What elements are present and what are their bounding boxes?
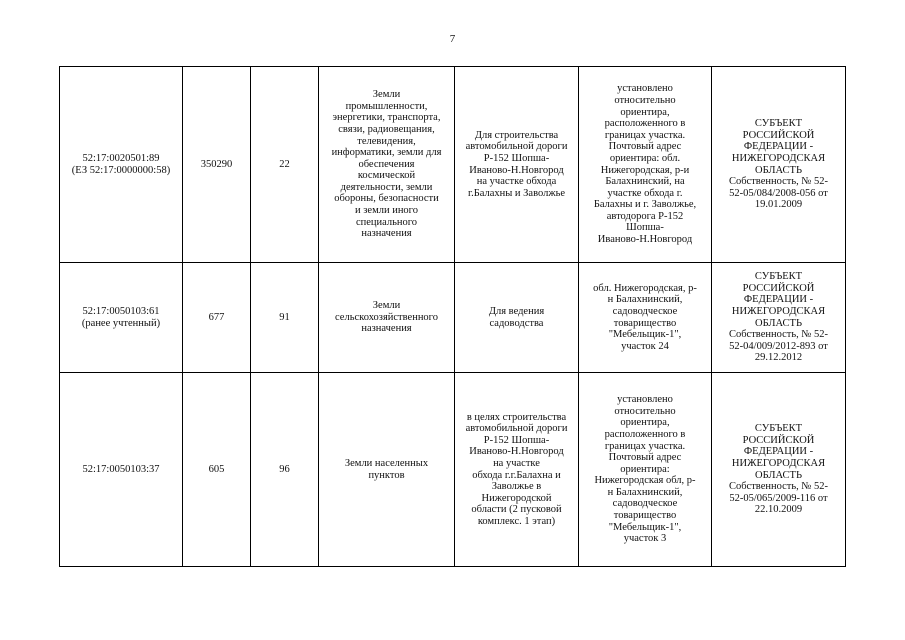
address-cell <box>579 67 712 263</box>
address-line: участок 3 <box>623 533 667 545</box>
owner-line: ФЕДЕРАЦИИ - <box>743 294 814 306</box>
address-line: автодорога Р-152 <box>606 210 684 222</box>
land-category-line: и земли иного <box>355 205 418 217</box>
permitted-use-line: г.Балахны и Заволжье <box>467 187 566 199</box>
owner-line: СУБЪЕКТ <box>754 271 803 283</box>
permitted-use-line: автомобильной дороги <box>465 423 568 435</box>
owner-cell <box>712 263 846 373</box>
right-registration-line: 52-05/065/2009-116 от <box>729 492 828 504</box>
permitted-use-line: Для строительства <box>474 129 559 141</box>
permitted-use-line: Иваново-Н.Новгород <box>469 164 564 176</box>
owner-line: НИЖЕГОРОДСКАЯ <box>731 457 826 469</box>
cadastral-number-cell <box>60 263 183 373</box>
cadastral-number: 52:17:0050103:61 <box>82 305 160 317</box>
address-line: н Балахнинский, <box>607 294 683 306</box>
permitted-use-line: комплекс. 1 этап) <box>477 515 556 527</box>
land-category-line: Земли <box>372 89 401 101</box>
cadastral-number-cell <box>60 67 183 263</box>
owner-line: РОССИЙСКОЙ <box>742 434 815 446</box>
permitted-use-line: на участке <box>493 457 540 469</box>
address-line: ориентира, <box>620 106 670 118</box>
owner-line: ФЕДЕРАЦИИ - <box>743 141 814 153</box>
owner-line: РОССИЙСКОЙ <box>742 129 815 141</box>
land-category-line: обеспечения <box>358 158 415 170</box>
permitted-use-cell <box>455 67 579 263</box>
permitted-use-line: в целях строительства <box>466 411 567 423</box>
address-line: участке обхода г. <box>607 187 683 199</box>
land-category-line: назначения <box>361 323 412 335</box>
land-category-line: информатики, земли для <box>331 147 442 159</box>
owner-line: НИЖЕГОРОДСКАЯ <box>731 305 826 317</box>
address-line: "Мебельщик-1", <box>608 521 682 533</box>
permitted-use-line: Р-152 Шопша- <box>483 434 550 446</box>
address-line: Почтовый адрес <box>608 452 682 464</box>
address-line: Иваново-Н.Новгород <box>597 234 693 246</box>
address-line: границах участка. <box>604 440 686 452</box>
owner-line: ФЕДЕРАЦИИ - <box>743 446 814 458</box>
table-row <box>60 373 846 567</box>
table-row <box>60 263 846 373</box>
permitted-use-line: Иваново-Н.Новгород <box>469 446 564 458</box>
owner-line: НИЖЕГОРОДСКАЯ <box>731 152 826 164</box>
page-number: 7 <box>449 33 456 45</box>
owner-line: ОБЛАСТЬ <box>755 469 802 481</box>
cadastral-number: 52:17:0020501:89 <box>82 152 160 164</box>
permitted-use-line: Нижегородской <box>481 492 552 504</box>
address-line: расположенного в <box>604 118 686 130</box>
cadastral-number-cell <box>60 373 183 567</box>
permitted-use-line: Р-152 Шопша- <box>483 152 550 164</box>
owner-line: ОБЛАСТЬ <box>755 164 802 176</box>
address-line: границах участка. <box>604 129 686 141</box>
cadastral-note: (ранее учтенный) <box>81 317 161 329</box>
owner-line: РОССИЙСКОЙ <box>742 282 815 294</box>
number-cell: 96 <box>251 373 319 567</box>
area-cell: 350290 <box>183 67 251 263</box>
owner-line: СУБЪЕКТ <box>754 118 803 130</box>
address-line: "Мебельщик-1", <box>608 329 682 341</box>
address-line: установлено <box>617 83 673 95</box>
right-registration-line: 52-05/084/2008-056 от <box>729 187 828 199</box>
address-line: участок 24 <box>621 340 669 352</box>
land-category-line: энергетики, транспорта, <box>332 112 441 124</box>
land-category-line: Земли населенных <box>344 457 429 469</box>
land-registry-table <box>59 66 846 567</box>
permitted-use-cell <box>455 373 579 567</box>
right-registration-line: 22.10.2009 <box>754 504 803 516</box>
cadastral-note: (ЕЗ 52:17:0000000:58) <box>71 164 171 176</box>
land-category-line: сельскохозяйственного <box>335 311 438 323</box>
land-category-line: пунктов <box>368 469 405 481</box>
address-line: ориентира: <box>620 463 670 475</box>
land-category-cell <box>319 373 455 567</box>
land-category-cell <box>319 67 455 263</box>
owner-cell <box>712 373 846 567</box>
land-category-line: связи, радиовещания, <box>338 123 435 135</box>
cadastral-number: 52:17:0050103:37 <box>82 463 160 475</box>
permitted-use-line: обхода г.г.Балахна и <box>472 469 561 481</box>
address-line: Балахны и г. Заволжье, <box>593 199 697 211</box>
permitted-use-line: на участке обхода <box>476 176 557 188</box>
permitted-use-line: автомобильной дороги <box>465 141 568 153</box>
land-category-line: Земли <box>372 300 401 312</box>
right-registration-line: Собственность, № 52- <box>728 481 829 493</box>
permitted-use-line: области (2 пусковой <box>471 504 562 516</box>
address-cell <box>579 263 712 373</box>
address-line: Нижегородская, р-и <box>600 164 690 176</box>
land-category-line: деятельности, земли <box>340 181 433 193</box>
address-line: н Балахнинский, <box>607 486 683 498</box>
permitted-use-line: Заволжье в <box>491 481 542 493</box>
address-line: товарищество <box>613 510 677 522</box>
address-line: товарищество <box>613 317 677 329</box>
owner-line: ОБЛАСТЬ <box>755 317 802 329</box>
address-line: Нижегородская обл, р- <box>594 475 696 487</box>
permitted-use-line: садоводства <box>489 317 544 329</box>
right-registration-line: 52-04/009/2012-893 от <box>729 340 828 352</box>
land-category-line: специального <box>355 216 418 228</box>
address-line: ориентира: обл. <box>609 152 681 164</box>
address-line: садоводческое <box>612 305 678 317</box>
address-line: установлено <box>617 394 673 406</box>
land-category-cell <box>319 263 455 373</box>
right-registration-line: 19.01.2009 <box>754 199 803 211</box>
permitted-use-cell <box>455 263 579 373</box>
address-line: обл. Нижегородская, р- <box>593 282 697 294</box>
address-line: ориентира, <box>620 417 670 429</box>
table-row <box>60 67 846 263</box>
right-registration-line: Собственность, № 52- <box>728 176 829 188</box>
address-line: относительно <box>614 94 676 106</box>
address-line: относительно <box>614 405 676 417</box>
owner-cell <box>712 67 846 263</box>
right-registration-line: Собственность, № 52- <box>728 329 829 341</box>
number-cell: 22 <box>251 67 319 263</box>
address-cell <box>579 373 712 567</box>
right-registration-line: 29.12.2012 <box>754 352 803 364</box>
land-category-line: космической <box>357 170 416 182</box>
area-cell: 677 <box>183 263 251 373</box>
address-line: Почтовый адрес <box>608 141 682 153</box>
address-line: Шопша- <box>626 222 664 234</box>
address-line: садоводческое <box>612 498 678 510</box>
owner-line: СУБЪЕКТ <box>754 423 803 435</box>
address-line: Балахнинский, на <box>605 176 685 188</box>
address-line: расположенного в <box>604 428 686 440</box>
land-category-line: назначения <box>361 228 412 240</box>
land-category-line: обороны, безопасности <box>334 193 439 205</box>
area-cell: 605 <box>183 373 251 567</box>
land-category-line: промышленности, <box>345 100 428 112</box>
permitted-use-line: Для ведения <box>488 305 545 317</box>
land-category-line: телевидения, <box>357 135 416 147</box>
number-cell: 91 <box>251 263 319 373</box>
